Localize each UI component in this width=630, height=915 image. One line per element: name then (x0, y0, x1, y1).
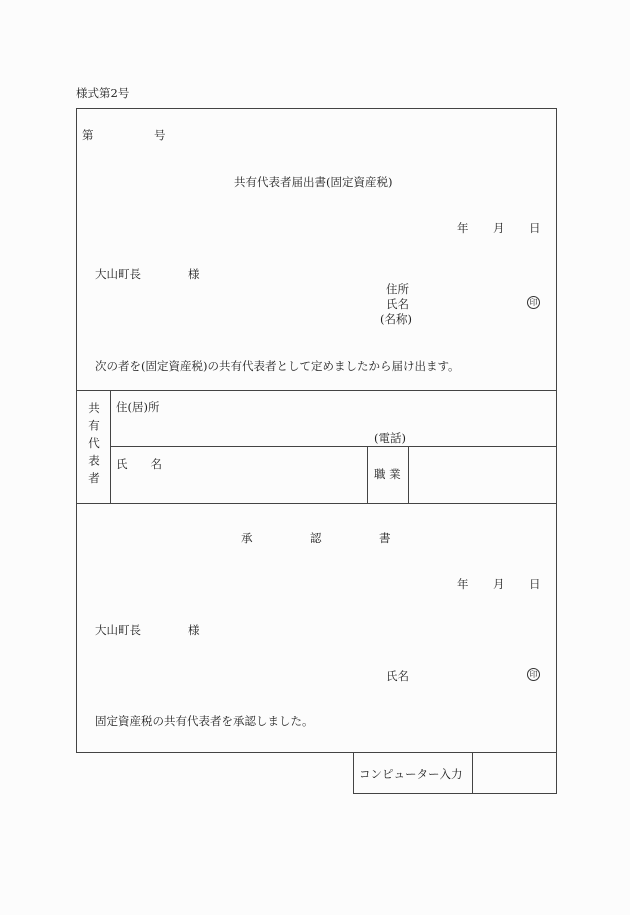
date-day: 日 (529, 221, 541, 235)
rep-phone-label: (電話) (374, 431, 406, 445)
applicant-address-label: 住所 (386, 282, 409, 296)
approval-addressee-honorific: 様 (188, 623, 200, 637)
applicant-name-label: 氏名 (386, 297, 409, 311)
form-number: 様式第2号 (76, 86, 130, 100)
rep-side-label: 共有代表者 (87, 402, 101, 490)
addressee-honorific: 様 (188, 267, 200, 281)
approval-date-month: 月 (493, 577, 505, 591)
computer-input-label: コンピューター入力 (359, 767, 463, 781)
approval-title: 承 認 書 (241, 531, 391, 545)
seal-mark-icon: 印 (527, 296, 540, 309)
form-outer-frame (76, 108, 557, 753)
approval-seal-mark-icon: 印 (527, 668, 540, 681)
approval-date-day: 日 (529, 577, 541, 591)
date-month: 月 (493, 221, 505, 235)
occupation-right-divider (408, 446, 409, 503)
form-title: 共有代表者届出書(固定資産税) (234, 175, 393, 189)
approval-statement: 固定資産税の共有代表者を承認しました。 (95, 714, 314, 728)
number-suffix: 号 (154, 128, 166, 142)
number-prefix: 第 (82, 128, 94, 142)
rep-occupation-label: 職 業 (374, 467, 401, 481)
approval-date-year: 年 (457, 577, 469, 591)
date-year: 年 (457, 221, 469, 235)
rep-name-label: 氏 名 (116, 457, 162, 471)
declaration-statement: 次の者を(固定資産税)の共有代表者として定めましたから届け出ます。 (95, 359, 460, 373)
approval-name-label: 氏名 (386, 669, 409, 683)
section-divider-bottom (76, 503, 557, 504)
applicant-name-paren: (名称) (380, 312, 412, 326)
section-divider-top (76, 390, 557, 391)
rep-row-divider (110, 446, 557, 447)
computer-input-divider (472, 752, 473, 794)
occupation-left-divider (367, 446, 368, 503)
approval-addressee: 大山町長 (95, 623, 141, 637)
rep-address-label: 住(居)所 (116, 400, 160, 414)
addressee: 大山町長 (95, 267, 141, 281)
